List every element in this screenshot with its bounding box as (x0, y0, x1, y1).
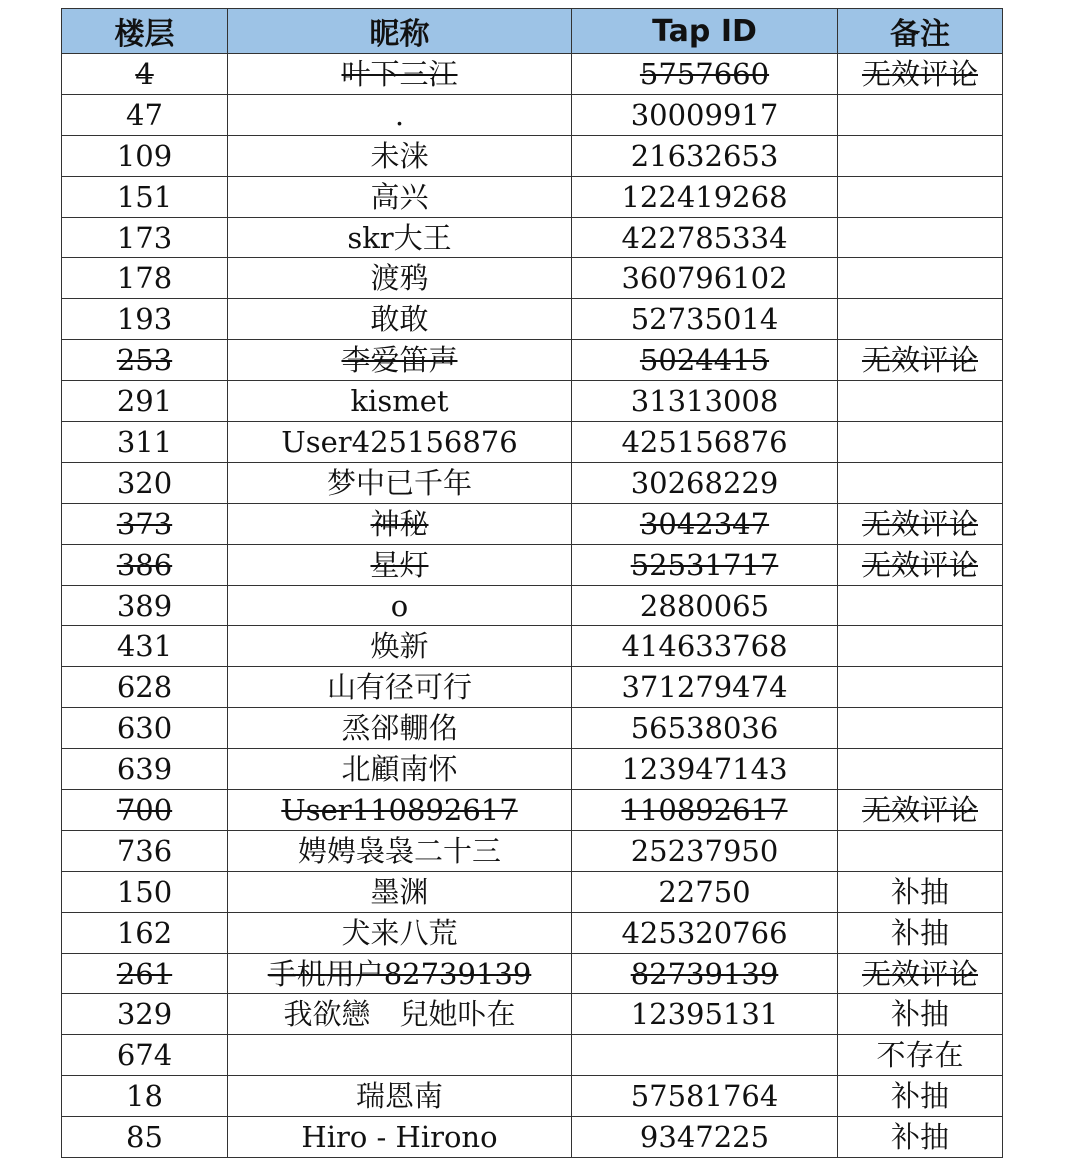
cell-nickname: 北顧南怀 (228, 749, 572, 790)
cell-nickname: 敢敢 (228, 299, 572, 340)
cell-nickname: 山有径可行 (228, 667, 572, 708)
header-row (62, 9, 1003, 54)
cell-nickname: 墨渊 (228, 871, 572, 912)
cell-tap-id: 57581764 (572, 1076, 838, 1117)
cell-floor: 178 (62, 258, 228, 299)
cell-tap-id: 422785334 (572, 217, 838, 258)
cell-note: 不存在 (838, 1035, 1003, 1076)
table-row (62, 299, 1003, 340)
cell-nickname: User110892617 (228, 790, 572, 831)
cell-tap-id: 425156876 (572, 422, 838, 463)
cell-tap-id: 30009917 (572, 94, 838, 135)
table-row (62, 585, 1003, 626)
table-row (62, 544, 1003, 585)
table-row (62, 708, 1003, 749)
header-note: 备注 (838, 9, 1003, 54)
cell-nickname: 我欲戀 兒她卟在 (228, 994, 572, 1035)
table-row (62, 994, 1003, 1035)
table-row (62, 667, 1003, 708)
cell-tap-id: 5024415 (572, 340, 838, 381)
table-row (62, 871, 1003, 912)
cell-nickname: User425156876 (228, 422, 572, 463)
cell-tap-id: 12395131 (572, 994, 838, 1035)
cell-tap-id: 56538036 (572, 708, 838, 749)
cell-note (838, 667, 1003, 708)
cell-tap-id: 9347225 (572, 1117, 838, 1158)
cell-nickname: 烝郤輣佲 (228, 708, 572, 749)
cell-floor: 674 (62, 1035, 228, 1076)
cell-note (838, 626, 1003, 667)
cell-tap-id: 82739139 (572, 953, 838, 994)
cell-floor: 373 (62, 503, 228, 544)
cell-tap-id: 425320766 (572, 912, 838, 953)
cell-nickname: 娉娉袅袅二十三 (228, 830, 572, 871)
cell-floor: 151 (62, 176, 228, 217)
table-row (62, 626, 1003, 667)
cell-note: 无效评论 (838, 54, 1003, 95)
cell-nickname: skr大王 (228, 217, 572, 258)
cell-tap-id: 31313008 (572, 381, 838, 422)
table-row (62, 790, 1003, 831)
cell-nickname: 神秘 (228, 503, 572, 544)
cell-tap-id: 2880065 (572, 585, 838, 626)
cell-note (838, 94, 1003, 135)
cell-note (838, 749, 1003, 790)
cell-note (838, 585, 1003, 626)
cell-floor: 291 (62, 381, 228, 422)
cell-note: 补抽 (838, 1117, 1003, 1158)
table-row (62, 1117, 1003, 1158)
cell-tap-id: 22750 (572, 871, 838, 912)
cell-floor: 162 (62, 912, 228, 953)
header-floor: 楼层 (62, 9, 228, 54)
cell-nickname: 梦中已千年 (228, 462, 572, 503)
cell-floor: 173 (62, 217, 228, 258)
cell-floor: 253 (62, 340, 228, 381)
cell-note (838, 462, 1003, 503)
cell-note (838, 217, 1003, 258)
cell-tap-id: 360796102 (572, 258, 838, 299)
header-tap-id: Tap ID (572, 9, 838, 54)
cell-nickname: kismet (228, 381, 572, 422)
cell-floor: 85 (62, 1117, 228, 1158)
cell-floor: 47 (62, 94, 228, 135)
cell-floor: 4 (62, 54, 228, 95)
cell-note (838, 299, 1003, 340)
cell-floor: 736 (62, 830, 228, 871)
cell-nickname: 未涞 (228, 135, 572, 176)
table-row (62, 135, 1003, 176)
table-row (62, 912, 1003, 953)
cell-note: 无效评论 (838, 790, 1003, 831)
cell-tap-id: 414633768 (572, 626, 838, 667)
cell-floor: 18 (62, 1076, 228, 1117)
cell-tap-id: 30268229 (572, 462, 838, 503)
cell-tap-id: 52531717 (572, 544, 838, 585)
cell-note: 补抽 (838, 994, 1003, 1035)
table-row (62, 1076, 1003, 1117)
cell-nickname: 焕新 (228, 626, 572, 667)
table-row (62, 953, 1003, 994)
cell-note (838, 135, 1003, 176)
cell-note (838, 176, 1003, 217)
table-row (62, 503, 1003, 544)
cell-nickname: 手机用户82739139 (228, 953, 572, 994)
cell-tap-id: 25237950 (572, 830, 838, 871)
table-row (62, 749, 1003, 790)
cell-note: 补抽 (838, 1076, 1003, 1117)
cell-note (838, 258, 1003, 299)
cell-tap-id: 5757660 (572, 54, 838, 95)
cell-tap-id: 52735014 (572, 299, 838, 340)
header-nickname: 昵称 (228, 9, 572, 54)
cell-nickname: 叶下三江 (228, 54, 572, 95)
cell-nickname: 星灯 (228, 544, 572, 585)
cell-floor: 386 (62, 544, 228, 585)
table-row (62, 258, 1003, 299)
table-row (62, 422, 1003, 463)
cell-floor: 630 (62, 708, 228, 749)
cell-nickname: 渡鸦 (228, 258, 572, 299)
cell-note (838, 708, 1003, 749)
cell-tap-id: 371279474 (572, 667, 838, 708)
cell-tap-id: 3042347 (572, 503, 838, 544)
cell-floor: 700 (62, 790, 228, 831)
table-row (62, 217, 1003, 258)
cell-nickname: 高兴 (228, 176, 572, 217)
cell-note: 无效评论 (838, 340, 1003, 381)
table-row (62, 830, 1003, 871)
table-row (62, 381, 1003, 422)
table-row (62, 340, 1003, 381)
cell-nickname: 犬来八荒 (228, 912, 572, 953)
cell-floor: 389 (62, 585, 228, 626)
cell-nickname: Hiro - Hirono (228, 1117, 572, 1158)
table-row (62, 1035, 1003, 1076)
cell-nickname: 瑞恩南 (228, 1076, 572, 1117)
cell-floor: 329 (62, 994, 228, 1035)
cell-note: 补抽 (838, 912, 1003, 953)
cell-floor: 320 (62, 462, 228, 503)
cell-floor: 311 (62, 422, 228, 463)
cell-nickname: o (228, 585, 572, 626)
table-body (62, 54, 1003, 1158)
cell-note: 补抽 (838, 871, 1003, 912)
cell-note: 无效评论 (838, 953, 1003, 994)
cell-note (838, 381, 1003, 422)
cell-tap-id: 110892617 (572, 790, 838, 831)
cell-floor: 261 (62, 953, 228, 994)
table-row (62, 54, 1003, 95)
cell-tap-id: 21632653 (572, 135, 838, 176)
cell-nickname: . (228, 94, 572, 135)
cell-note: 无效评论 (838, 544, 1003, 585)
cell-nickname: 李爱笛声 (228, 340, 572, 381)
cell-tap-id: 122419268 (572, 176, 838, 217)
cell-floor: 431 (62, 626, 228, 667)
cell-floor: 639 (62, 749, 228, 790)
cell-tap-id (572, 1035, 838, 1076)
cell-note: 无效评论 (838, 503, 1003, 544)
cell-floor: 628 (62, 667, 228, 708)
cell-floor: 150 (62, 871, 228, 912)
lottery-results-table (61, 8, 1003, 1158)
cell-floor: 109 (62, 135, 228, 176)
cell-nickname (228, 1035, 572, 1076)
cell-tap-id: 123947143 (572, 749, 838, 790)
cell-note (838, 422, 1003, 463)
table-row (62, 176, 1003, 217)
cell-floor: 193 (62, 299, 228, 340)
cell-note (838, 830, 1003, 871)
table-row (62, 94, 1003, 135)
table-row (62, 462, 1003, 503)
